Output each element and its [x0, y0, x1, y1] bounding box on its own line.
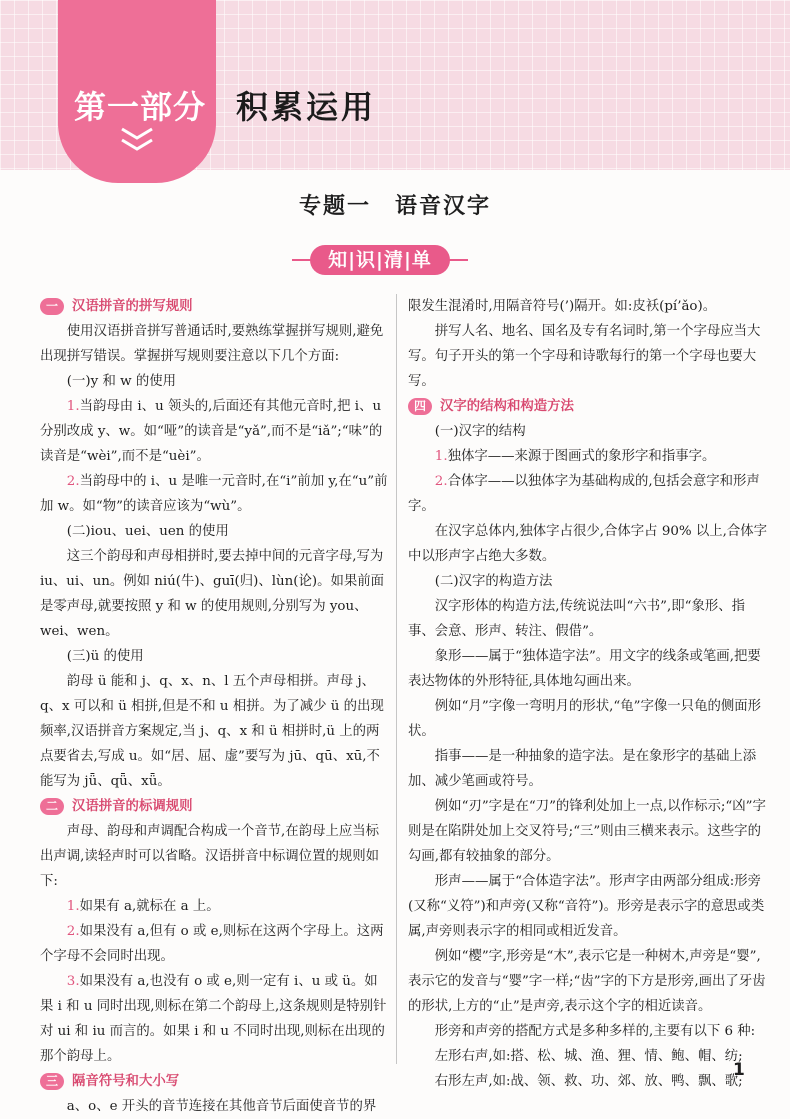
numbered-item	[40, 394, 388, 469]
paragraph: 形声——属于“合体造字法”。形声字由两部分组成:形旁(又称“义符”)和声旁(又称“音符”)。形旁是表示字的意思或类属,声旁则表示字的相同或相近发音。	[408, 874, 765, 939]
paragraph: 形旁和声旁的搭配方式是多种多样的,主要有以下 6 种:	[434, 1024, 756, 1039]
paragraph: 象形——属于“独体造字法”。用文字的线条或笔画,把要表达物体的外形特征,具体地勾画出来。	[408, 649, 761, 689]
subheading: (一)汉字的结构	[434, 424, 526, 439]
part-label: 第一部分	[74, 88, 207, 126]
item-number: 1.	[66, 899, 80, 914]
paragraph: 拼写人名、地名、国名及专有名词时,第一个字母应当大写。句子开头的第一个字母和诗歌每行的第一个字母也要大写。	[408, 324, 761, 389]
item-text: 如果没有 a,也没有 o 或 e,则一定有 i、u 或 ü。如果 i 和 u 同时出现,则标在第二个韵母上,这条规则是特别针对 ui 和 iu 而言的。如果 i 和 u 不同时出现,则标在出现的那个韵母上。	[40, 974, 387, 1064]
item-number: 1.	[66, 399, 80, 414]
paragraph: 使用汉语拼音拼写普通话时,要熟练掌握拼写规则,避免出现拼写错误。掌握拼写规则要注意以下几个方面:	[40, 324, 384, 364]
subheading: (二)汉字的构造方法	[434, 574, 553, 589]
left-column	[40, 294, 388, 1119]
item-text: 合体字——以独体字为基础构成的,包括会意字和形声字。	[408, 474, 760, 514]
numbered-item	[408, 444, 768, 469]
section-badge: 二	[40, 798, 64, 815]
item-number: 2.	[66, 474, 80, 489]
section-heading	[40, 794, 388, 819]
section-heading	[40, 294, 388, 319]
item-number: 3.	[66, 974, 80, 989]
subheading: (二)iou、uei、uen 的使用	[66, 524, 229, 539]
numbered-item	[408, 469, 768, 519]
section-title: 汉字的结构和构造方法	[440, 399, 574, 414]
column-divider	[396, 294, 397, 1064]
subheading: (三)ü 的使用	[66, 649, 144, 664]
paragraph: 例如“刃”字是在“刀”的锋利处加上一点,以作标示;“凶”字则是在陷阱处加上交叉符号;“三”则由三横来表示。这些字的勾画,都有较抽象的部分。	[408, 799, 766, 864]
numbered-item	[40, 469, 388, 519]
section-title: 汉语拼音的标调规则	[72, 799, 193, 814]
item-text: 如果没有 a,但有 o 或 e,则标在这两个字母上。这两个字母不会同时出现。	[40, 924, 384, 964]
section-title: 汉语拼音的拼写规则	[72, 299, 193, 314]
item-text: 如果有 a,就标在 a 上。	[79, 899, 220, 914]
paragraph: 这三个韵母和声母相拼时,要去掉中间的元音字母,写为 iu、ui、un。例如 niú(牛)、guī(归)、lùn(论)。如果前面是零声母,就要按照 y 和 w 的使用规则,分别写为 you、wei、wen。	[40, 549, 385, 639]
subheading: (一)y 和 w 的使用	[66, 374, 176, 389]
paragraph: a、o、e 开头的音节连接在其他音节后面使音节的界	[66, 1099, 377, 1114]
banner-line-right	[446, 259, 468, 261]
paragraph: 限发生混淆时,用隔音符号(’)隔开。如:皮袄(pí’ǎo)。	[408, 299, 717, 314]
paragraph: 例如“樱”字,形旁是“木”,表示它是一种树木,声旁是“婴”,表示它的发音与“婴”字一样;“齿”字的下方是形旁,画出了牙齿的形状,上方的“止”是声旁,表示这个字的相近读音。	[408, 949, 766, 1014]
section-badge: 一	[40, 298, 64, 315]
numbered-item	[40, 919, 388, 969]
double-chevron-down-icon	[119, 126, 155, 154]
item-text: 当韵母由 i、u 领头的,后面还有其他元音时,把 i、u 分别改成 y、w。如“哑”的读音是“yǎ”,而不是“iǎ”;“味”的读音是“wèi”,而不是“uèi”。	[40, 399, 383, 464]
item-text: 当韵母中的 i、u 是唯一元音时,在“i”前加 y,在“u”前加 w。如“物”的读音应该为“wù”。	[40, 474, 388, 514]
paragraph: 指事——是一种抽象的造字法。是在象形字的基础上添加、减少笔画或符号。	[408, 749, 757, 789]
part-title: 积累运用	[236, 88, 377, 126]
section-badge: 四	[408, 398, 432, 415]
paragraph: 在汉字总体内,独体字占很少,合体字占 90% 以上,合体字中以形声字占绝大多数。	[408, 524, 768, 564]
paragraph: 声母、韵母和声调配合构成一个音节,在韵母上应当标出声调,读轻声时可以省略。汉语拼音中标调位置的规则如下:	[40, 824, 380, 889]
section-title: 隔音符号和大小写	[72, 1074, 180, 1089]
right-column	[408, 294, 768, 1094]
knowledge-list-label: 知|识|清|单	[310, 245, 450, 275]
item-text: 独体字——来源于图画式的象形字和指事字。	[447, 449, 716, 464]
topic-title: 专题一 语音汉字	[298, 193, 491, 219]
section-badge: 三	[40, 1073, 64, 1090]
section-heading	[40, 1069, 388, 1094]
numbered-item	[40, 894, 388, 919]
item-number: 2.	[434, 474, 448, 489]
paragraph: 汉字形体的构造方法,传统说法叫“六书”,即“象形、指事、会意、形声、转注、假借”。	[408, 599, 746, 639]
list-item: 右形左声,如:战、领、救、功、郊、放、鸭、飘、歌;	[434, 1074, 743, 1089]
paragraph: 韵母 ü 能和 j、q、x、n、l 五个声母相拼。声母 j、q、x 可以和 ü 相拼,但是不和 u 相拼。为了减少 ü 的出现频率,汉语拼音方案规定,当 j、q、x 和 ü 相拼时,ü 上的两点要省去,写成 u。如“居、屈、虚”要写为 jū、qū、xū,不能写为 jǖ、qǖ、xǖ。	[40, 674, 384, 789]
page-number: 1	[733, 1060, 745, 1080]
list-item: 左形右声,如:搭、松、城、渔、狸、情、鲍、帽、纺;	[434, 1049, 743, 1064]
item-number: 1.	[434, 449, 448, 464]
paragraph: 例如“月”字像一弯明月的形状,“龟”字像一只龟的侧面形状。	[408, 699, 762, 739]
numbered-item	[40, 969, 388, 1069]
knowledge-list-banner	[292, 242, 468, 278]
item-number: 2.	[66, 924, 80, 939]
section-heading	[408, 394, 768, 419]
